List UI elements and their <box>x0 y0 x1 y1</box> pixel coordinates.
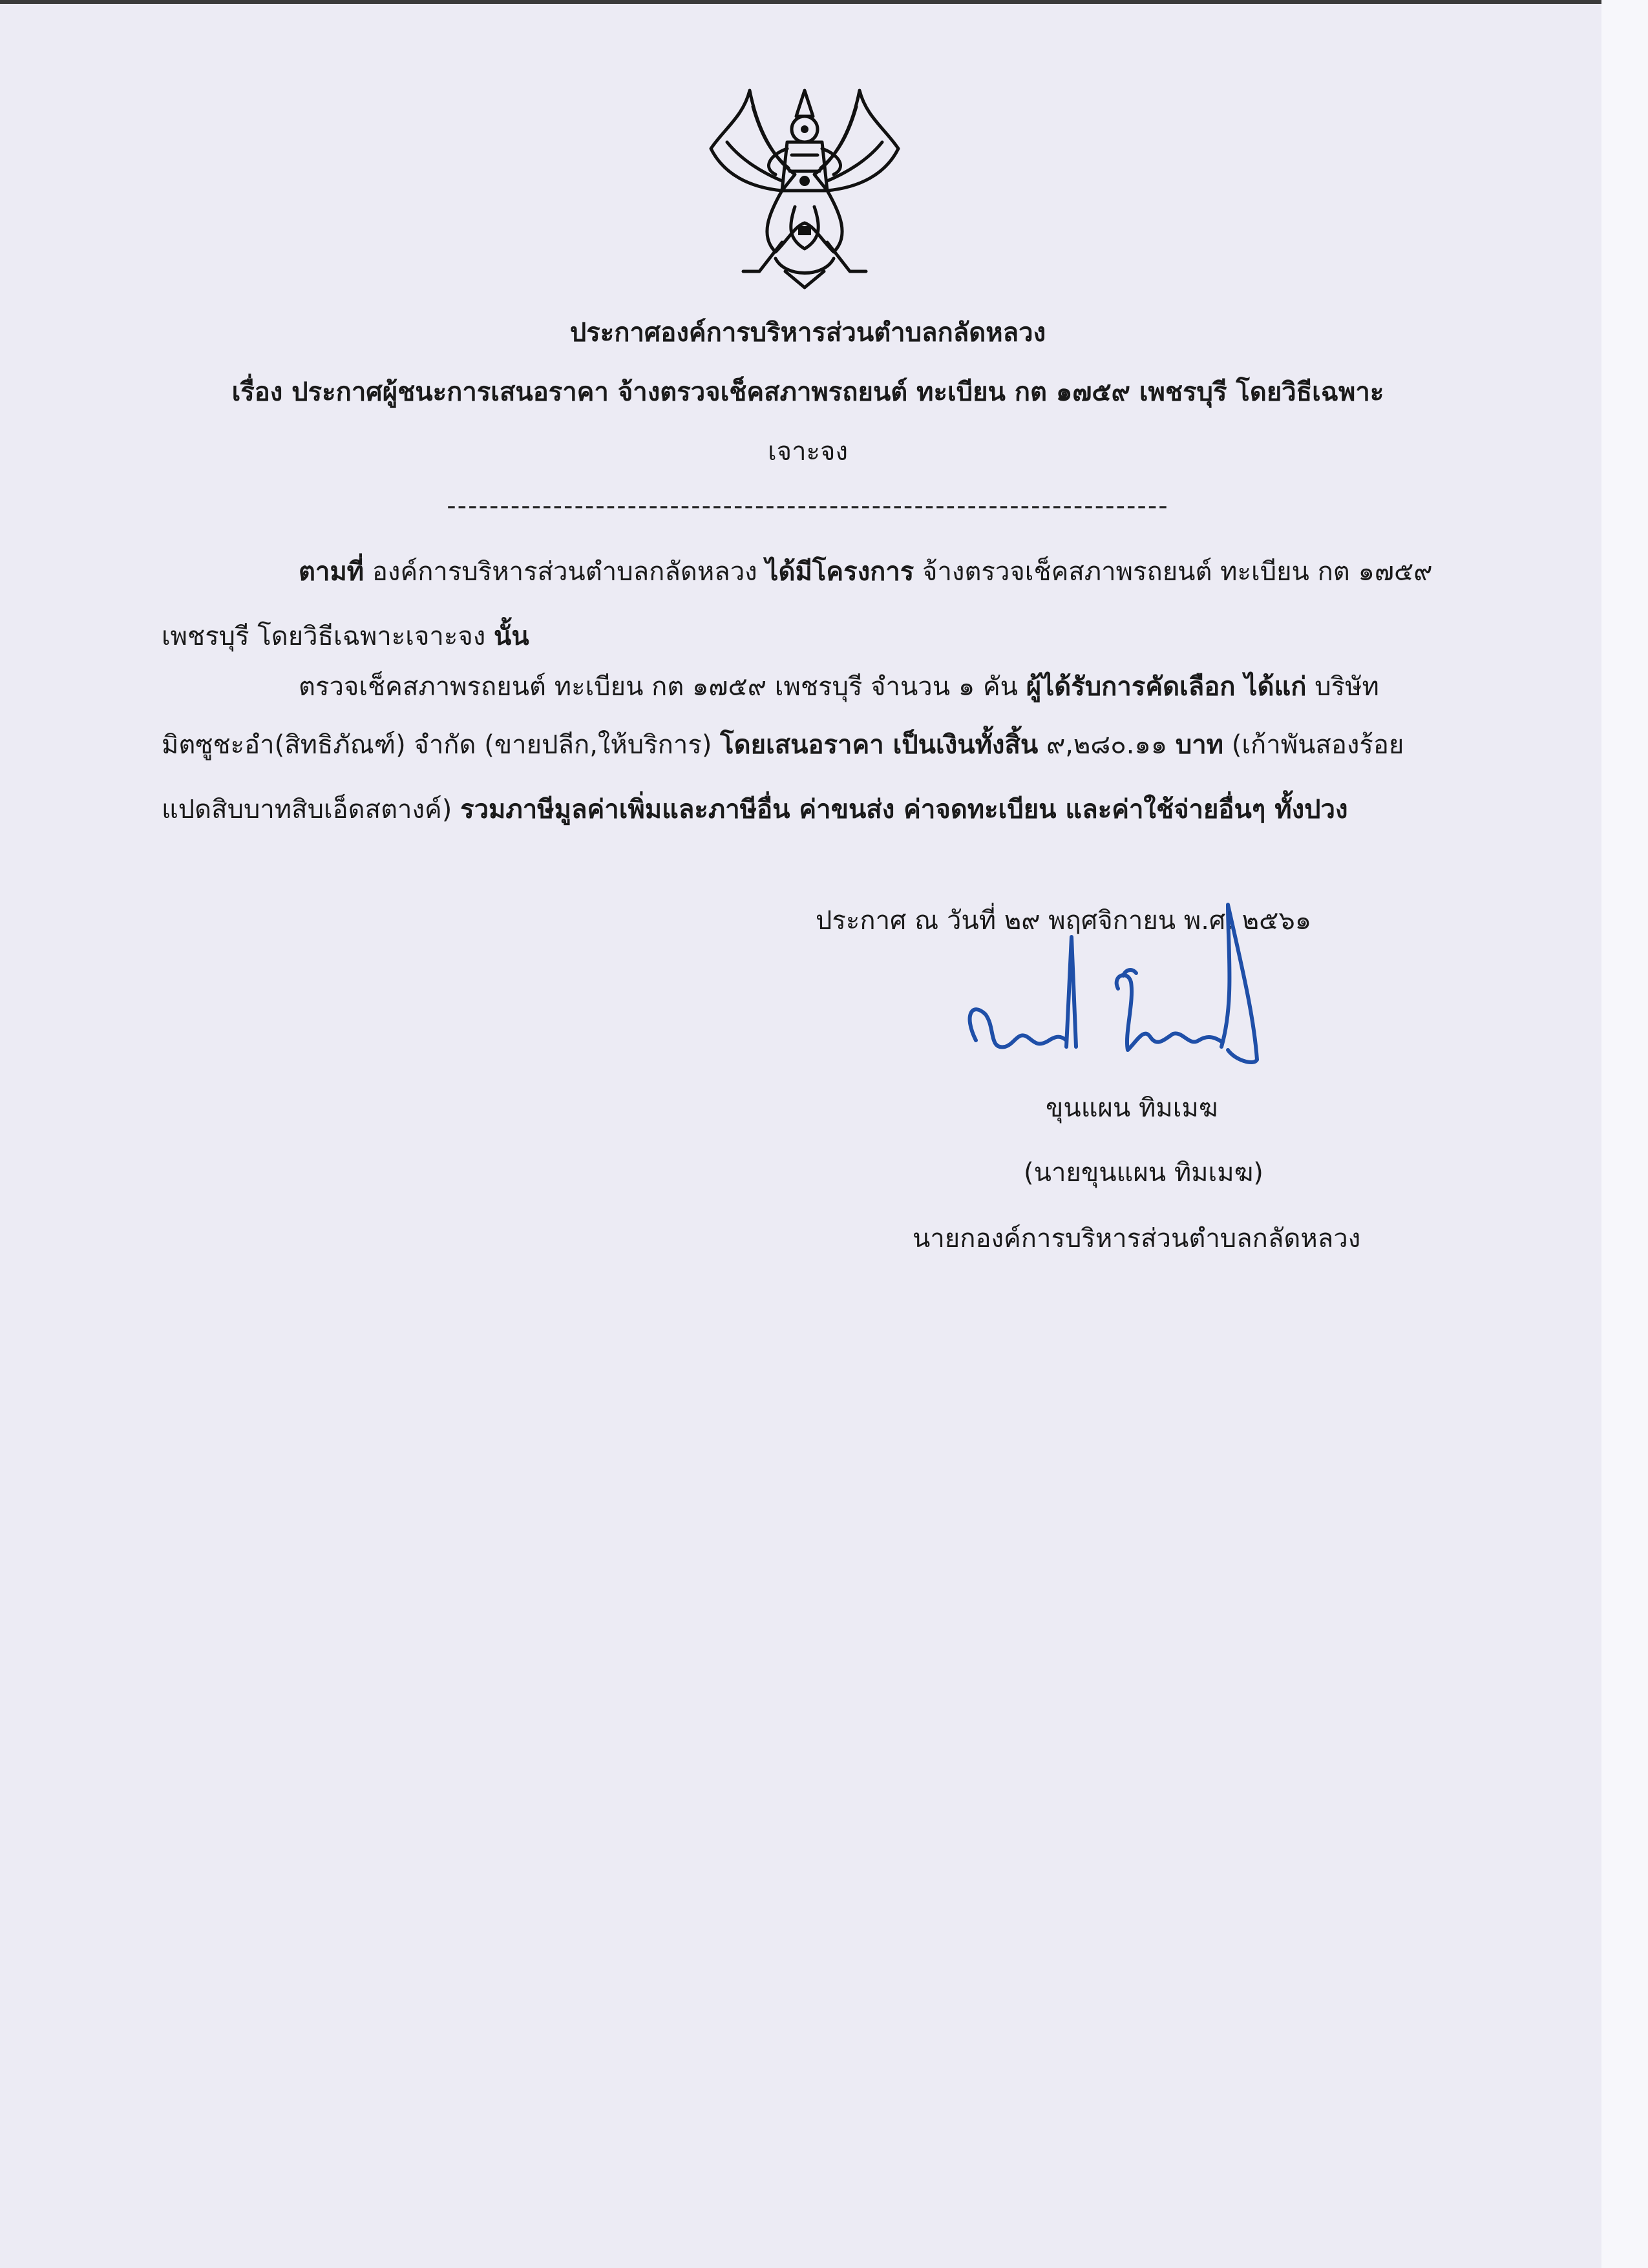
lead-word: ตามที่ <box>299 557 364 587</box>
text: (เก้าพันสองร้อย <box>1223 730 1404 760</box>
text-bold: รวมภาษีมูลค่าเพิ่มและภาษีอื่น ค่าขนส่ง ค่าจดทะเบียน และค่าใช้จ่ายอื่นๆ ทั้งปวง <box>460 795 1348 824</box>
paragraph-2-line-2 <box>162 724 1404 765</box>
text-bold: ผู้ได้รับการคัดเลือก ได้แก่ <box>1026 672 1307 702</box>
document-subject-continued: เจาะจง <box>767 437 849 467</box>
text-bold: ได้มีโครงการ <box>765 557 914 587</box>
scan-edge-right <box>1601 0 1648 2268</box>
signer-full-name: (นายขุนแผน ทิมเมฆ) <box>1024 1158 1263 1188</box>
divider-line: -------------------------------------------------------------------- <box>447 491 1169 521</box>
text: แปดสิบบาทสิบเอ็ดสตางค์) <box>162 795 461 824</box>
text: ตรวจเช็คสภาพรถยนต์ ทะเบียน กต ๑๗๕๙ เพชรบุรี จำนวน ๑ คัน <box>299 672 1026 702</box>
paragraph-2-line-3 <box>162 788 1348 830</box>
signer-position: นายกองค์การบริหารส่วนตำบลกลัดหลวง <box>913 1224 1361 1254</box>
announcement-date: ประกาศ ณ วันที่ ๒๙ พฤศจิกายน พ.ศ. ๒๕๖๑ <box>816 906 1312 936</box>
amount: ๙,๒๘๐.๑๑ <box>1038 730 1176 760</box>
document-subject: เรื่อง ประกาศผู้ชนะการเสนอราคา จ้างตรวจเช็คสภาพรถยนต์ ทะเบียน กต ๑๗๕๙ เพชรบุรี โดยวิธีเฉพาะ <box>231 377 1384 407</box>
text: องค์การบริหารส่วนตำบลกลัดหลวง <box>364 557 766 587</box>
paragraph-2-line-1 <box>299 666 1379 707</box>
text: มิตซูชะอำ(สิทธิภัณฑ์) จำกัด (ขายปลีก,ให้บริการ) <box>162 730 721 760</box>
text-bold: นั้น <box>494 622 529 651</box>
text: บริษัท <box>1306 672 1379 702</box>
text: จ้างตรวจเช็คสภาพรถยนต์ ทะเบียน กต ๑๗๕๙ <box>914 557 1433 587</box>
paragraph-1-line-2 <box>162 615 529 656</box>
signer-name: ขุนแผน ทิมเมฆ <box>1046 1093 1218 1123</box>
currency: บาท <box>1175 730 1224 760</box>
garuda-emblem-icon <box>698 78 911 291</box>
text: เพชรบุรี โดยวิธีเฉพาะเจาะจง <box>162 622 494 651</box>
document-title: ประกาศองค์การบริหารส่วนตำบลกลัดหลวง <box>569 318 1046 348</box>
text-bold: โดยเสนอราคา เป็นเงินทั้งสิ้น <box>720 730 1039 760</box>
paragraph-1-line-1 <box>299 551 1433 592</box>
handwritten-signature <box>950 853 1312 1086</box>
